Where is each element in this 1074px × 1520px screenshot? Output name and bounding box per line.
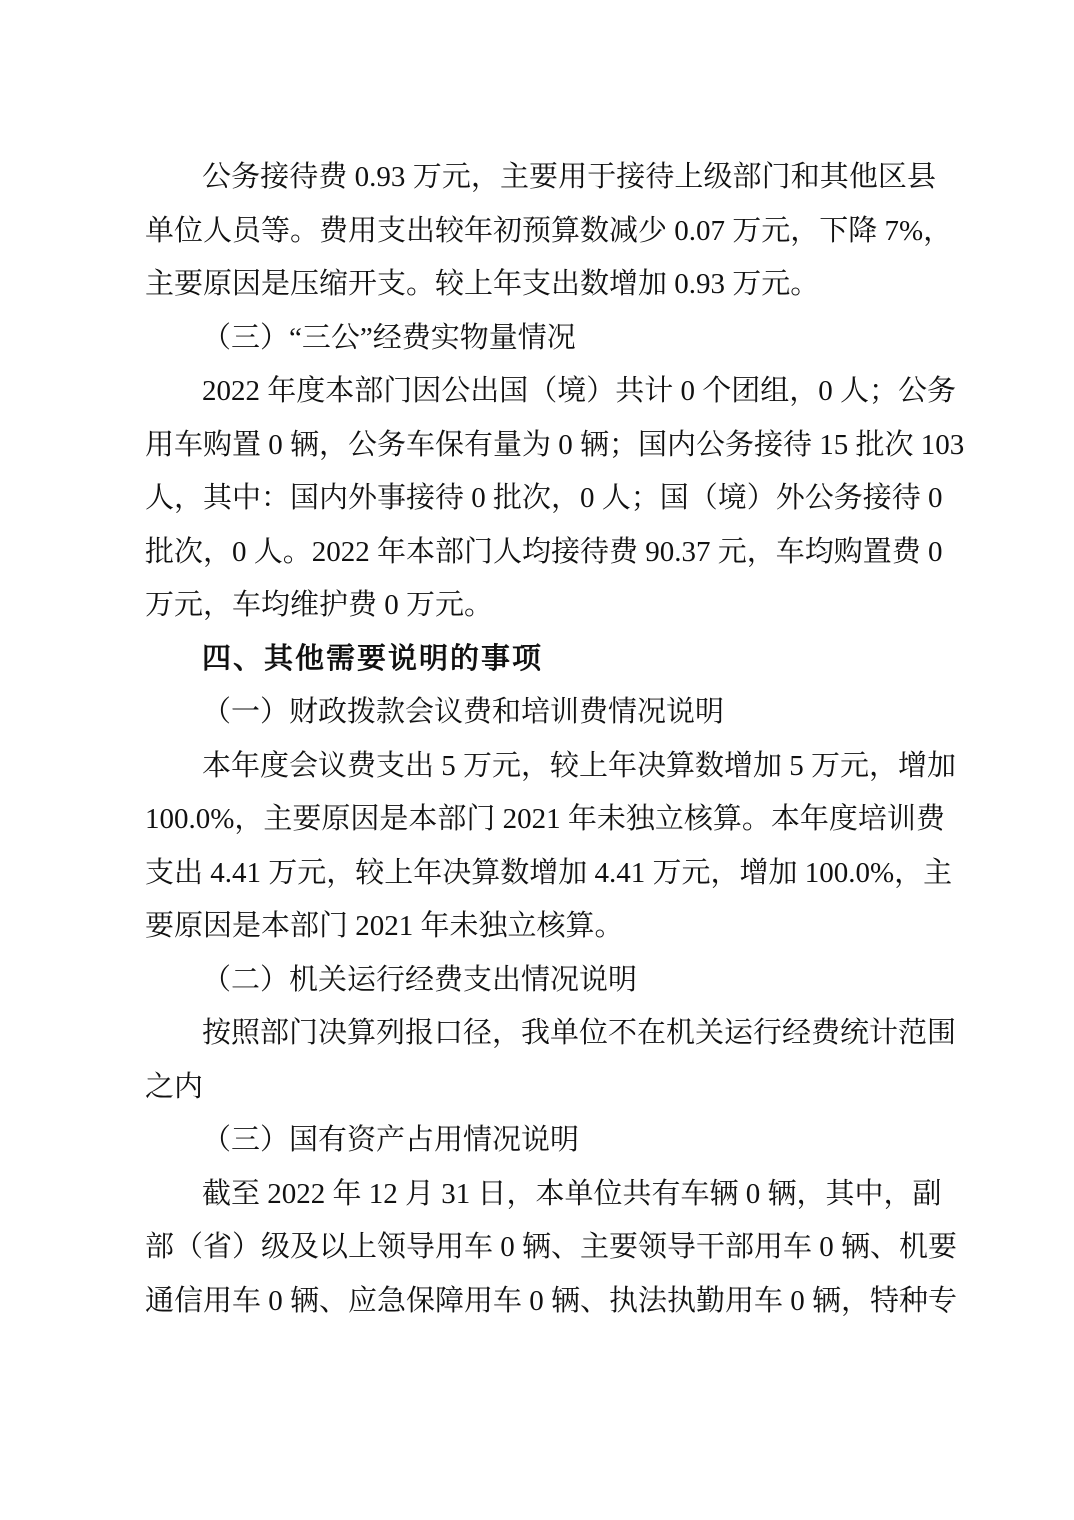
paragraph-physical-quantity-line-4: 批次，0 人。2022 年本部门人均接待费 90.37 元，车均购置费 0 — [145, 535, 943, 568]
paragraph-reception-expense-line-2: 单位人员等。费用支出较年初预算数减少 0.07 万元，下降 7%， — [145, 214, 953, 247]
section-heading-other-matters: 四、其他需要说明的事项 — [202, 642, 544, 675]
paragraph-meeting-training-line-1: 本年度会议费支出 5 万元，较上年决算数增加 5 万元，增加 — [202, 749, 957, 782]
subsection-heading-state-assets: （三）国有资产占用情况说明 — [202, 1124, 580, 1156]
paragraph-reception-expense-line-3: 主要原因是压缩开支。较上年支出数增加 0.93 万元。 — [145, 268, 820, 300]
paragraph-meeting-training-line-2: 100.0%，主要原因是本部门 2021 年未独立核算。本年度培训费 — [145, 803, 945, 835]
paragraph-physical-quantity-line-1: 2022 年度本部门因公出国（境）共计 0 个团组，0 人；公务 — [202, 375, 957, 407]
paragraph-physical-quantity-line-5: 万元，车均维护费 0 万元。 — [145, 589, 494, 621]
paragraph-operating-funds-line-2: 之内 — [145, 1070, 204, 1103]
paragraph-meeting-training-line-3: 支出 4.41 万元，较上年决算数增加 4.41 万元，增加 100.0%，主 — [145, 856, 953, 889]
subsection-heading-three-public-physical-quantity: （三）“三公”经费实物量情况 — [202, 321, 576, 354]
subsection-heading-operating-funds: （二）机关运行经费支出情况说明 — [202, 963, 638, 996]
paragraph-physical-quantity-line-3: 人，其中：国内外事接待 0 批次，0 人；国（境）外公务接待 0 — [145, 482, 943, 514]
paragraph-physical-quantity-line-2: 用车购置 0 辆，公务车保有量为 0 辆；国内公务接待 15 批次 103 — [145, 428, 965, 461]
paragraph-state-assets-line-3: 通信用车 0 辆、应急保障用车 0 辆、执法执勤用车 0 辆，特种专 — [145, 1284, 958, 1317]
paragraph-state-assets-line-1: 截至 2022 年 12 月 31 日，本单位共有车辆 0 辆，其中，副 — [202, 1177, 942, 1210]
paragraph-meeting-training-line-4: 要原因是本部门 2021 年未独立核算。 — [145, 910, 624, 942]
paragraph-state-assets-line-2: 部（省）级及以上领导用车 0 辆、主要领导干部用车 0 辆、机要 — [145, 1231, 958, 1263]
paragraph-reception-expense-line-1: 公务接待费 0.93 万元，主要用于接待上级部门和其他区县 — [202, 161, 936, 193]
subsection-heading-meeting-training-fees: （一）财政拨款会议费和培训费情况说明 — [202, 696, 725, 728]
paragraph-operating-funds-line-1: 按照部门决算列报口径，我单位不在机关运行经费统计范围 — [202, 1017, 957, 1049]
